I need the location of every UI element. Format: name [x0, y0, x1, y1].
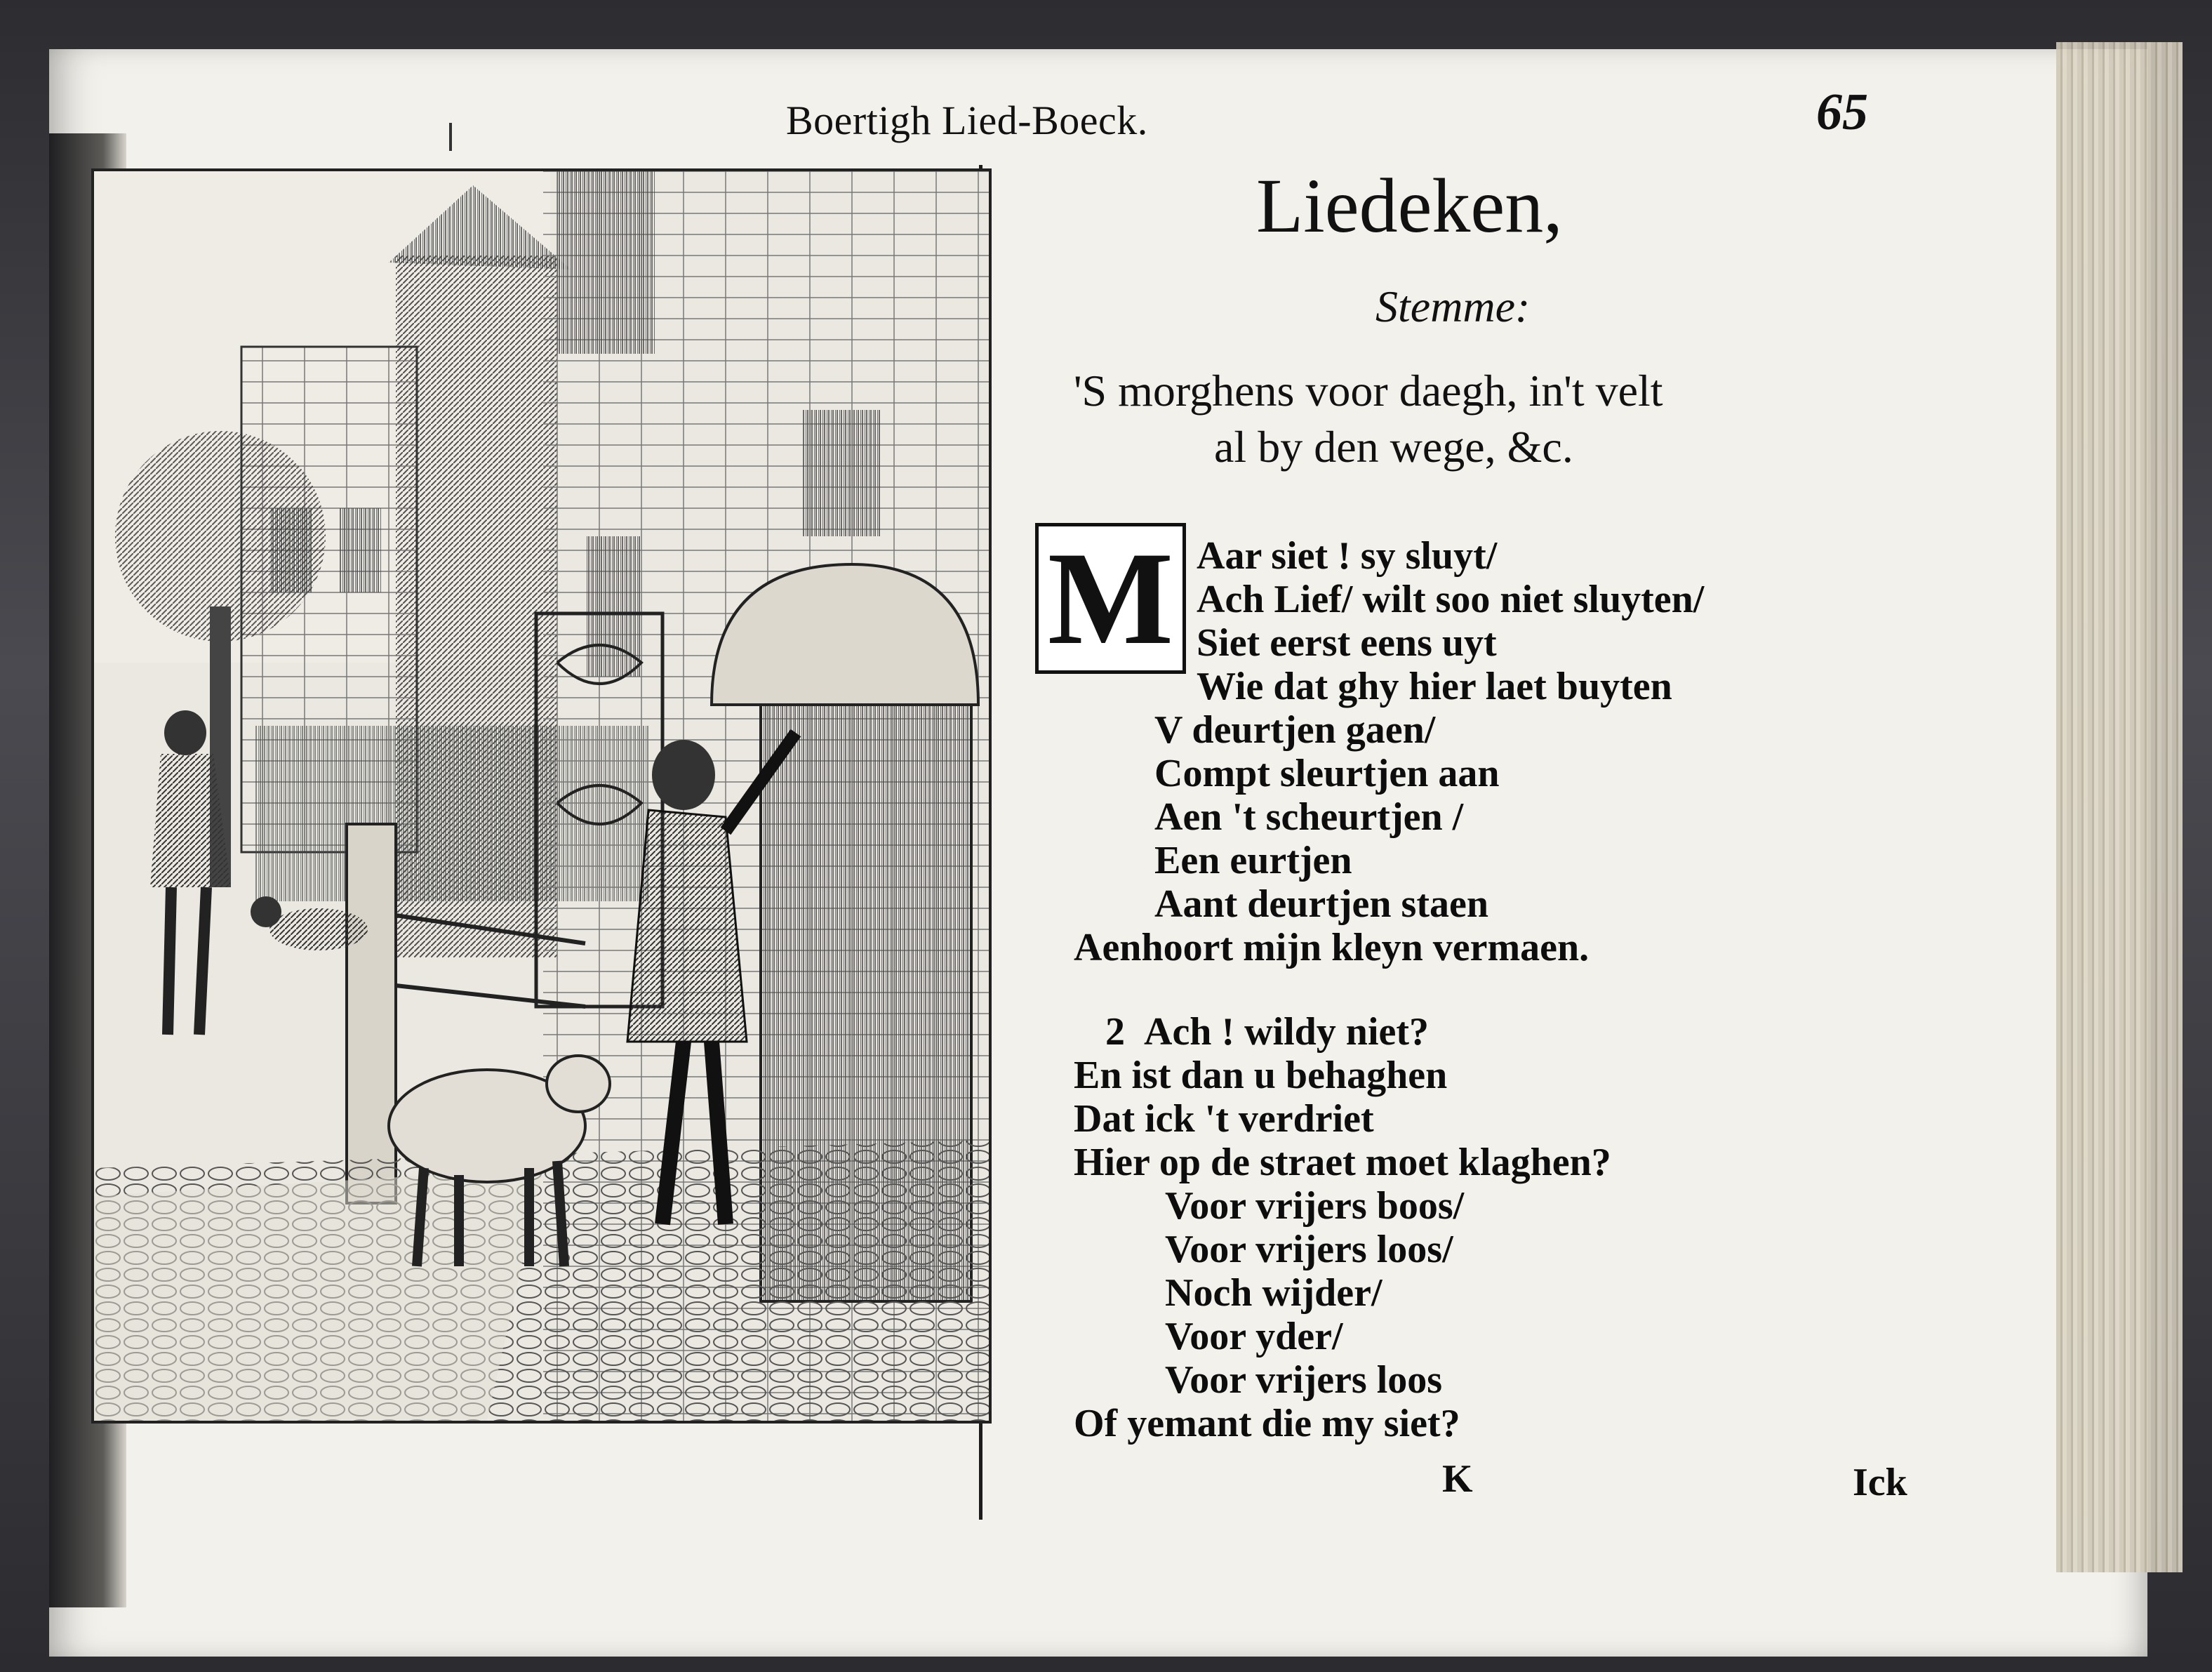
verse-line: Voor yder/ [1165, 1315, 1343, 1358]
signature-mark: K [1442, 1457, 1473, 1501]
verse-line: Compt sleurtjen aan [1154, 752, 1500, 795]
verse-line: Voor vrijers loos [1165, 1358, 1443, 1402]
song-title: Liedeken, [1256, 163, 1563, 248]
verse-line: Aant deurtjen staen [1154, 882, 1488, 926]
verse-line: En ist dan u behaghen [1074, 1054, 1448, 1097]
verse-line: Een eurtjen [1154, 839, 1352, 882]
verse-line: Voor vrijers boos/ [1165, 1184, 1465, 1228]
verse-line: Siet eerst eens uyt [1197, 621, 1497, 665]
verse-line: Voor vrijers loos/ [1165, 1228, 1453, 1271]
engraving-illustration [91, 168, 992, 1424]
verse-line: Hier op de straet moet klaghen? [1074, 1141, 1611, 1184]
ink-mark [449, 123, 452, 151]
verse-line: Aar siet ! sy sluyt/ [1197, 534, 1498, 578]
initial-letter: M [1047, 524, 1174, 672]
verse-line: Ach ! wildy niet? [1144, 1010, 1429, 1054]
street-scene-engraving [94, 171, 989, 1421]
tune-line-2: al by den wege, &c. [1214, 422, 1573, 472]
page-edges [2056, 42, 2183, 1572]
tune-line-1: 'S morghens voor daegh, in't velt [1074, 366, 1663, 416]
decorated-initial [1035, 523, 1186, 674]
running-head: Boertigh Lied-Boeck. [786, 98, 1148, 143]
verse-line: Aen 't scheurtjen / [1154, 795, 1464, 839]
verse-line: Dat ick 't verdriet [1074, 1097, 1374, 1141]
tune-label: Stemme: [1375, 281, 1531, 331]
verse-line: Noch wijder/ [1165, 1271, 1382, 1315]
verse-number: 2 [1105, 1010, 1125, 1054]
verse-line: Ach Lief/ wilt soo niet sluyten/ [1197, 578, 1705, 621]
verse-line: V deurtjen gaen/ [1154, 708, 1436, 752]
page-number: 65 [1816, 84, 1868, 141]
verse-line: Of yemant die my siet? [1074, 1402, 1460, 1445]
catchword: Ick [1853, 1461, 1907, 1504]
verse-line: Aenhoort mijn kleyn vermaen. [1074, 926, 1590, 969]
verse-line: Wie dat ghy hier laet buyten [1197, 665, 1672, 708]
